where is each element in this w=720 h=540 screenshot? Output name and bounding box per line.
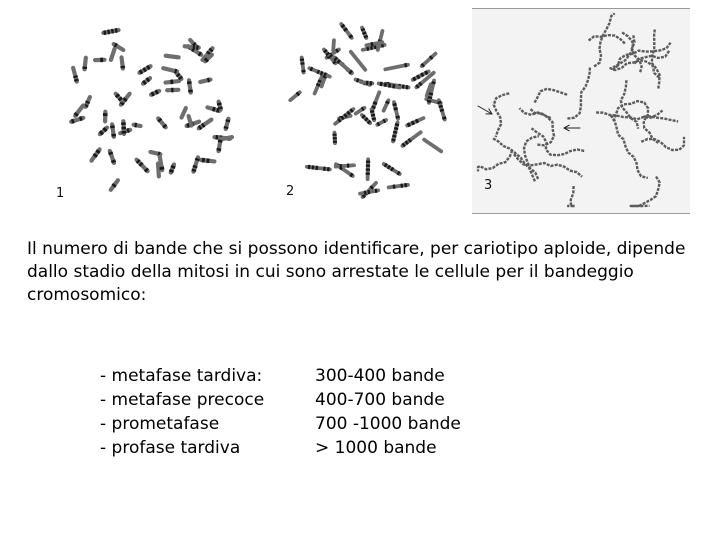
chromosome-shape xyxy=(356,108,365,114)
chromosome-shape xyxy=(567,186,575,206)
chromosome-shape xyxy=(158,118,165,127)
chromosome-shape xyxy=(189,116,192,126)
chromosome-shape xyxy=(389,185,408,187)
chromosome-shape xyxy=(351,52,365,70)
chromosome-shape xyxy=(384,100,389,110)
chromosome-shape xyxy=(150,152,160,154)
chromosome-shape xyxy=(158,163,159,176)
chromosome-shape xyxy=(372,109,375,120)
chromosome-shape xyxy=(333,40,334,50)
stage-band-list xyxy=(100,364,520,460)
stage-row xyxy=(100,364,520,388)
chromosome-shape xyxy=(394,102,398,119)
chromosome-shape xyxy=(336,165,354,166)
chromosome-shape xyxy=(112,124,114,136)
chromosome-shape xyxy=(302,58,304,73)
chromosome-shape xyxy=(385,65,408,70)
chromosome-spread-2 xyxy=(268,8,468,208)
chromosome-shape xyxy=(182,108,186,117)
stage-row xyxy=(100,412,520,436)
chromosome-shape xyxy=(362,115,370,123)
chromosome-shape xyxy=(439,100,445,119)
chromosome-shape xyxy=(492,138,535,182)
chromosome-shape xyxy=(200,80,210,82)
panel-label-3: 3 xyxy=(484,178,493,193)
chromosome-shape xyxy=(594,14,614,67)
chromosome-shape xyxy=(100,128,107,135)
chromosome-shape xyxy=(384,164,400,174)
chromosome-shape xyxy=(361,82,372,83)
chromosome-shape xyxy=(151,91,159,95)
chromosome-spread-3 xyxy=(472,8,690,214)
chromosome-shape xyxy=(85,58,86,70)
chromosome-shape xyxy=(534,89,567,104)
chromosome-shape xyxy=(373,92,379,109)
chromosome-shape xyxy=(641,137,684,150)
chromosome-shape xyxy=(111,49,115,60)
chromosome-shape xyxy=(189,80,191,92)
chromosome-shape xyxy=(341,24,351,38)
metaphase-spread-image-1 xyxy=(40,8,265,208)
chromosome-shape xyxy=(335,133,336,143)
chromosome-shape xyxy=(171,164,174,172)
chromosome-shape xyxy=(393,122,397,141)
chromosome-shape xyxy=(360,190,378,193)
chromosome-shape xyxy=(71,118,83,122)
chromosome-shape xyxy=(407,118,423,125)
stage-band-count: 300-400 bande xyxy=(315,366,445,386)
chromosome-shape xyxy=(134,125,141,126)
chromosome-shape xyxy=(422,54,436,67)
chromosome-shape xyxy=(160,157,162,170)
chromosome-shape xyxy=(137,160,148,172)
chromosome-shape xyxy=(103,30,118,33)
stage-name: - metafase precoce xyxy=(100,390,265,410)
chromosome-shape xyxy=(402,132,420,146)
chromosome-shape xyxy=(139,66,150,73)
chromosome-shape xyxy=(424,140,441,152)
chromosome-shape xyxy=(193,157,198,171)
stage-row xyxy=(100,388,520,412)
panel-frame-bottom xyxy=(472,213,690,214)
chromosome-shape xyxy=(143,78,150,84)
chromosome-shape xyxy=(185,46,199,47)
chromosome-shape xyxy=(609,60,660,78)
panel-label-2: 2 xyxy=(286,184,295,199)
chromosome-shape xyxy=(201,160,215,162)
chromosome-shape xyxy=(75,105,83,115)
chromosome-shape xyxy=(73,68,77,82)
chromosome-shape xyxy=(223,137,232,139)
chromosome-shape xyxy=(532,128,585,155)
chromosome-shape xyxy=(377,120,386,125)
stage-band-count: > 1000 bande xyxy=(315,438,437,458)
chromosome-shape xyxy=(123,121,124,134)
chromosome-shape xyxy=(86,97,90,107)
stage-row xyxy=(100,436,520,460)
arrow-icon xyxy=(478,106,492,114)
description-paragraph: Il numero di bande che si possono identificare, per cariotipo aploide, dipende dallo stadio della mitosi in cui sono arrestate le cellule per il bandeggio cromosomico: xyxy=(27,239,686,305)
panel-label-1: 1 xyxy=(56,186,65,201)
chromosome-shape xyxy=(166,81,179,83)
chromosome-shape xyxy=(309,68,329,76)
chromosome-shape xyxy=(334,57,352,72)
chromosome-shape xyxy=(494,93,510,137)
chromosome-shape xyxy=(362,28,366,38)
chromosome-shape xyxy=(226,119,229,129)
chromosome-shape xyxy=(644,116,679,121)
chromosome-shape xyxy=(478,150,512,171)
chromosome-shape xyxy=(122,57,123,68)
stage-band-count: 400-700 bande xyxy=(315,390,445,410)
chromosome-shape xyxy=(290,92,299,100)
stage-name: - profase tardiva xyxy=(100,438,241,458)
chromosome-shape xyxy=(219,139,221,151)
chromosome-shape xyxy=(307,167,330,170)
chromosome-shape xyxy=(110,151,114,163)
prophase-spread-image-3 xyxy=(472,8,690,214)
chromosome-shape xyxy=(567,66,590,118)
chromosome-shape xyxy=(111,180,118,190)
chromosome-shape xyxy=(116,94,122,101)
chromosome-shape xyxy=(589,35,626,44)
chromosome-shape xyxy=(166,56,179,58)
stage-name: - prometafase xyxy=(100,414,220,434)
chromosome-spread-1 xyxy=(40,8,265,208)
chromosome-shape xyxy=(611,115,648,178)
chromosome-shape xyxy=(520,108,551,118)
chromosome-shape xyxy=(368,159,369,179)
metaphase-spread-image-2 xyxy=(268,8,468,208)
chromosome-shape xyxy=(631,177,660,207)
arrow-icon xyxy=(564,125,580,131)
chromosome-shape xyxy=(91,149,99,160)
chromosome-shape xyxy=(514,154,582,177)
chromosome-shape xyxy=(207,107,219,110)
stage-name: - metafase tardiva: xyxy=(100,366,263,386)
stage-band-count: 700 -1000 bande xyxy=(315,414,461,434)
